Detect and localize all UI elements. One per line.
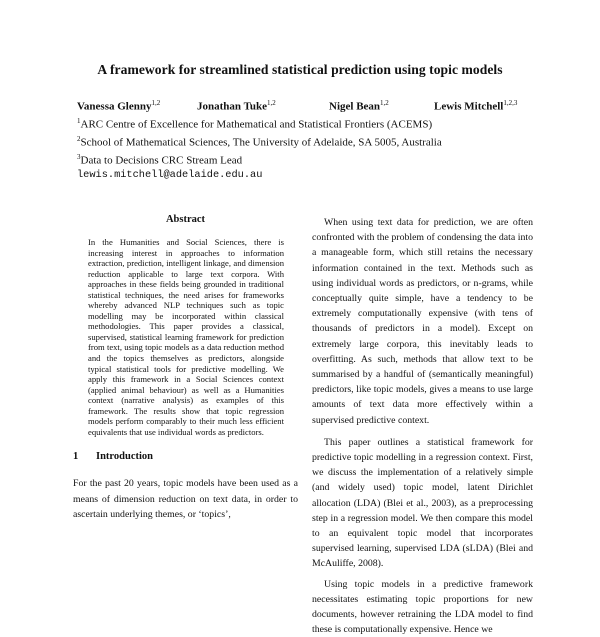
- affiliation: [77, 132, 442, 150]
- author-name: Jonathan Tuke: [197, 100, 268, 113]
- author: [77, 99, 160, 113]
- body-paragraph: When using text data for prediction, we are often confronted with the problem of condensing the data into a manageable form, which still retains the necessary information contained in the text. Methods such as using individual words as predictors, or n-grams, while conceptually quite simple, have a tendency to be extremely computationally expensive (with tens of thousands of predictors in a model). Except on extremely large corpora, this inevitably leads to overfitting. As such, methods that allow text to be summarised by a handful of (semantically meaningful) predictors, like topic models, gives a means to use large amounts of text data more effectively within a supervised predictive context.: [312, 217, 533, 426]
- affiliation: [77, 114, 442, 132]
- affiliation-mark: 3: [77, 152, 81, 161]
- body-paragraph: Using topic models in a predictive framework necessitates estimating topic proportions for new documents, however retraining the LDA model to find these is computationally expensive. Hence we: [312, 578, 533, 636]
- intro-paragraph: For the past 20 years, topic models have been used as a means of dimension reduction on text data, in order to ascertain underlying themes, or ‘topics’,: [73, 478, 298, 520]
- author: [434, 99, 517, 113]
- author-name: Lewis Mitchell: [434, 100, 504, 113]
- author-name: Vanessa Glenny: [77, 100, 152, 113]
- affiliation: [77, 150, 442, 168]
- affiliation-mark: 2: [77, 134, 81, 143]
- section-title: Introduction: [96, 451, 153, 463]
- author-affil-mark: 1,2: [267, 99, 276, 107]
- author-affil-mark: 1,2: [380, 99, 389, 107]
- author-affil-mark: 1,2,3: [503, 99, 518, 107]
- affiliation-text: Data to Decisions CRC Stream Lead: [80, 154, 243, 167]
- affiliation-text: ARC Centre of Excellence for Mathematical and Statistical Frontiers (ACEMS): [80, 118, 433, 131]
- affiliation-list: [77, 114, 442, 182]
- section-heading: [73, 451, 298, 462]
- author-name: Nigel Bean: [329, 100, 381, 113]
- affiliation-text: School of Mathematical Sciences, The University of Adelaide, SA 5005, Australia: [80, 136, 442, 149]
- left-column: [73, 214, 298, 522]
- paper-title: A framework for streamlined statistical prediction using topic models: [97, 62, 503, 77]
- section-number: 1: [73, 451, 79, 463]
- author-affil-mark: 1,2: [151, 99, 161, 107]
- author-list: [0, 99, 600, 113]
- author: [329, 99, 389, 113]
- affiliation-mark: 1: [77, 117, 81, 125]
- abstract-heading: Abstract: [165, 214, 206, 225]
- author: [197, 99, 276, 113]
- author-email[interactable]: lewis.mitchell@adelaide.edu.au: [77, 168, 263, 181]
- right-column: [312, 214, 533, 637]
- abstract-text: In the Humanities and Social Sciences, there is increasing interest in approaches to information extraction, prediction, intelligent linkage, and dimension reduction applicable to large text corpora. With approaches in these fields being grounded in traditional statistical techniques, the need arises for frameworks whereby advanced NLP techniques such as topic modelling may be incorporated within classical methodologies. This paper provides a classical, supervised, statistical learning framework for prediction from text, using topic models as a data reduction method and the topics themselves as predictors, alongside typical statistical tools for predictive modelling. We apply this framework in a Social Sciences context (applied animal behaviour) as well as a Humanities context (narrative analysis) as examples of this framework. The results show that topic regression models perform comparably to their much less efficient equivalents that use individual words as predictors.: [88, 237, 284, 437]
- body-paragraph: This paper outlines a statistical framework for predictive topic modelling in a regression context. First, we discuss the implementation of a relatively simple (and widely used) topic model, latent Dirichlet allocation (LDA) (Blei et al., 2003), as a preprocessing step in a regression model. We then compare this model to an equivalent topic model that incorporates supervised learning, supervised LDA (sLDA) (Blei and McAuliffe, 2008).: [312, 436, 533, 570]
